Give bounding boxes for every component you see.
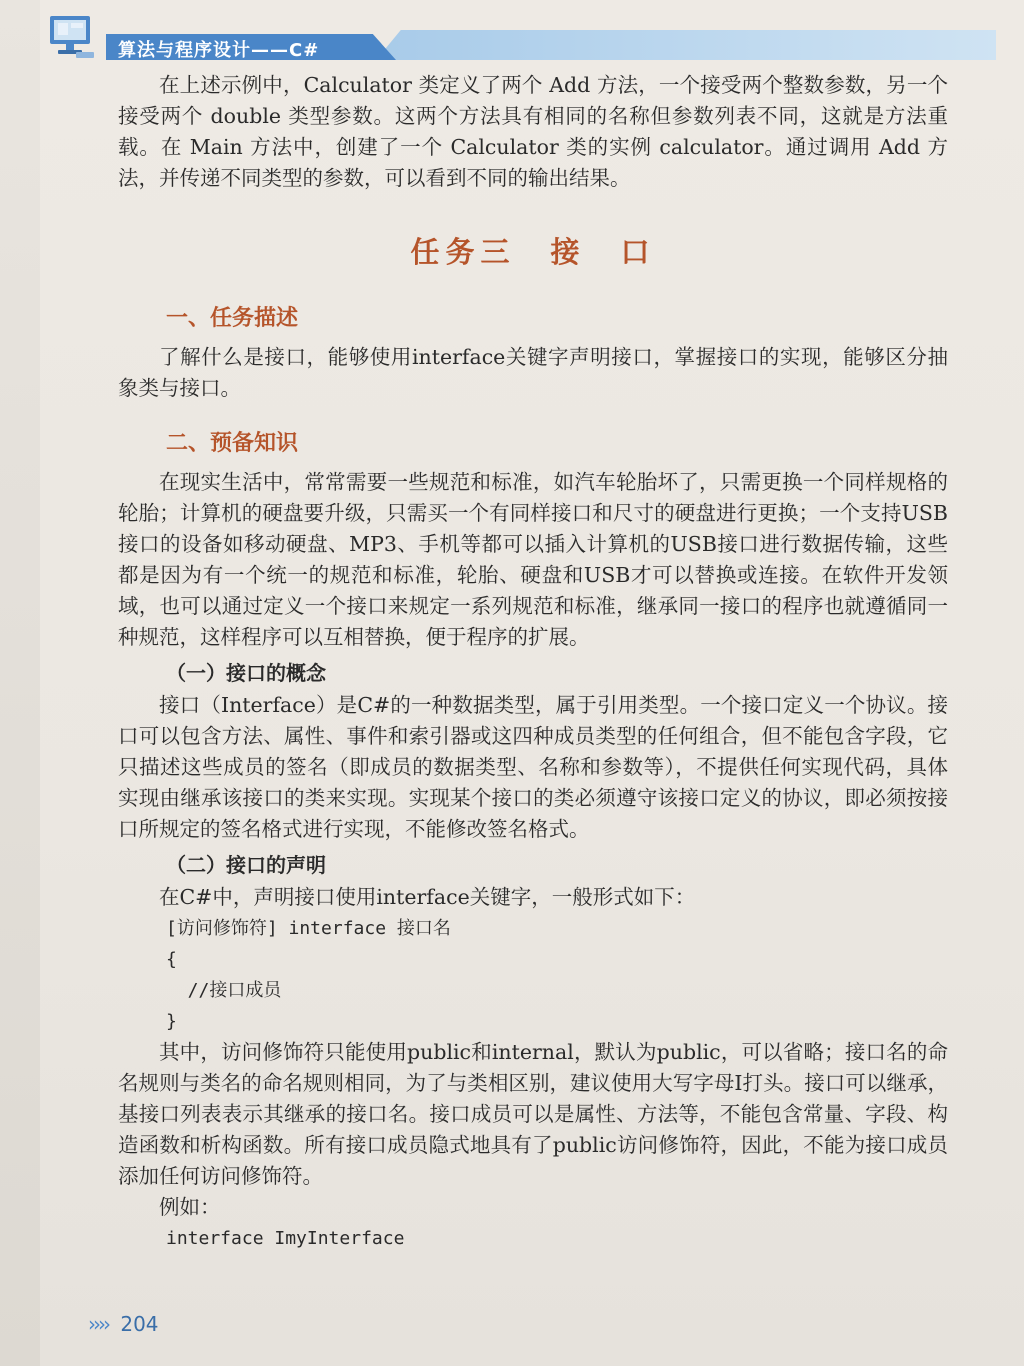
example-label: 例如： (159, 1195, 221, 1219)
subheading-interface-concept: （一）接口的概念 (166, 661, 326, 685)
declaration-intro: 在C#中，声明接口使用interface关键字，一般形式如下： (159, 885, 696, 909)
section-heading-task-description: 一、任务描述 (166, 306, 299, 331)
code-line: } (166, 1011, 177, 1032)
interface-concept-text: 接口（Interface）是C#的一种数据类型，属于引用类型。一个接口定义一个协议。接口可以包含方法、属性、事件和索引器或这四种成员类型的任何组合，但不能包含字段，它只描述这些成员的签名（即成员的数据类型、名称和参数等），不提供任何实现代码，具体实现由继承该接口的类来实现。实现某个接口的类必须遵守该接口定义的协议，即必须按接口所规定的签名格式进行实现，不能修改签名格式。 (118, 693, 948, 841)
declaration-explanation: 其中，访问修饰符只能使用public和internal，默认为public，可以省略；接口名的命名规则与类名的命名规则相同，为了与类相区别，建议使用大写字母I打头。接口可以继承，基接口列表表示其继承的接口名。接口成员可以是属性、方法等，不能包含常量、字段、构造函数和析构函数。所有接口成员隐式地具有了public访问修饰符，因此，不能为接口成员添加任何访问修饰符。 (118, 1040, 948, 1188)
page-number-footer (88, 1312, 159, 1336)
section-heading-prerequisite: 二、预备知识 (166, 431, 299, 456)
book-title: 算法与程序设计——C# (118, 40, 320, 61)
task-description-text: 了解什么是接口，能够使用interface关键字声明接口，掌握接口的实现，能够区分抽象类与接口。 (118, 345, 948, 400)
footer-arrows-icon: ›››› (88, 1312, 108, 1336)
page-number: 204 (120, 1312, 159, 1336)
header-decoration-bar (376, 30, 996, 60)
code-line: { (166, 949, 177, 970)
example-code: interface ImyInterface (166, 1228, 405, 1249)
code-line: //接口成员 (166, 980, 282, 1001)
code-line: [访问修饰符] interface 接口名 (166, 918, 451, 939)
subheading-interface-declaration: （二）接口的声明 (166, 853, 326, 877)
page-content (118, 70, 948, 1254)
prerequisite-text: 在现实生活中，常常需要一些规范和标准，如汽车轮胎坏了，只需更换一个同样规格的轮胎；计算机的硬盘要升级，只需买一个有同样接口和尺寸的硬盘进行更换；一个支持USB接口的设备如移动硬盘、MP3、手机等都可以插入计算机的USB接口进行数据传输，这些都是因为有一个统一的规范和标准，轮胎、硬盘和USB才可以替换或连接。在软件开发领域，也可以通过定义一个接口来规定一系列规范和标准，继承同一接口的程序也就遵循同一种规范，这样程序可以互相替换，便于程序的扩展。 (118, 470, 948, 649)
computer-icon (46, 12, 98, 60)
task-title: 任务三 接 口 (410, 235, 656, 269)
page-header (46, 12, 994, 62)
intro-paragraph: 在上述示例中，Calculator 类定义了两个 Add 方法，一个接受两个整数参数，另一个接受两个 double 类型参数。这两个方法具有相同的名称但参数列表不同，这就是方法重载。在 Main 方法中，创建了一个 Calculator 类的实例 calculator。通过调用 Add 方法，并传递不同类型的参数，可以看到不同的输出结果。 (118, 73, 948, 190)
